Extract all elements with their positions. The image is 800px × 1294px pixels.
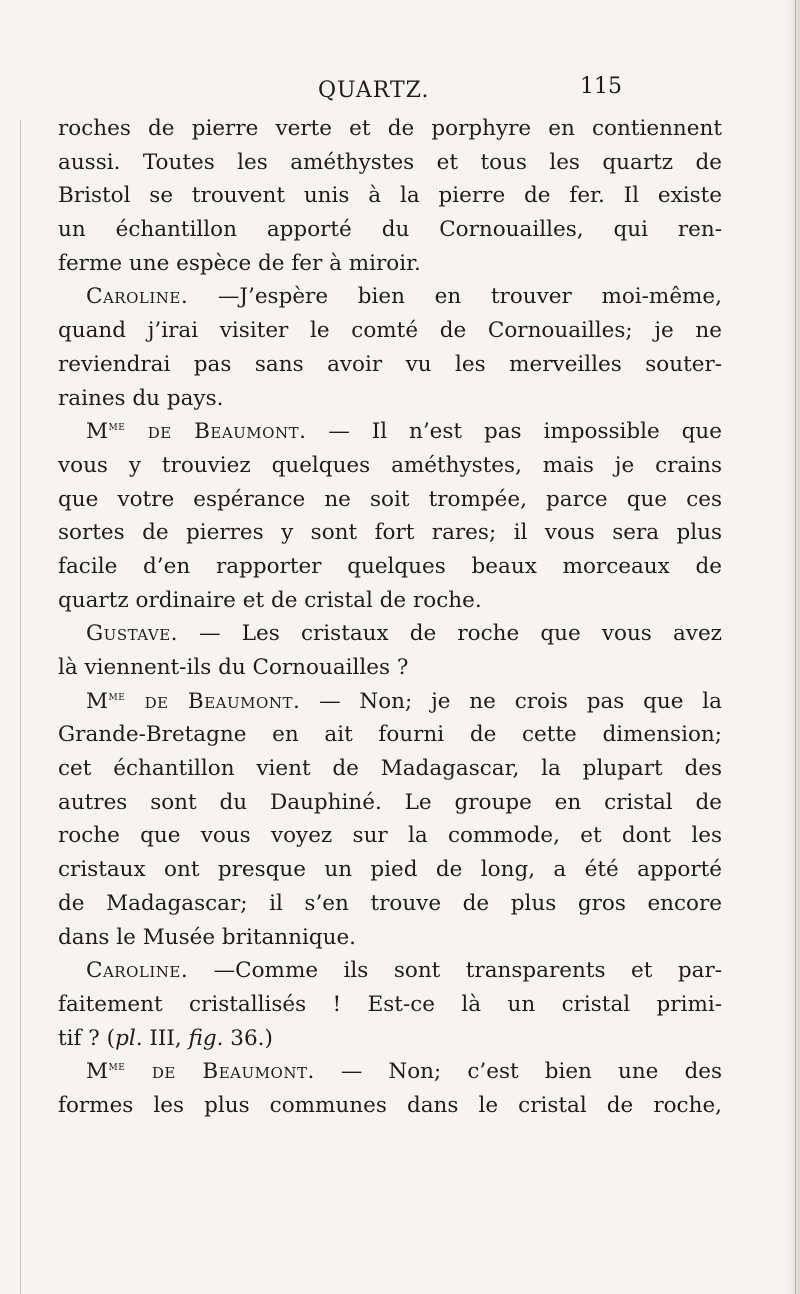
speaker-name: Caroline. [86, 958, 189, 984]
text-line [58, 853, 722, 887]
line-text: — Les cristaux de roche que vous avez [177, 621, 722, 647]
line-text: — Il n’est pas impossible que [306, 419, 722, 445]
text-line [58, 415, 722, 449]
speaker-name: M [86, 419, 109, 445]
text-line [58, 280, 722, 314]
page-edge [786, 0, 800, 1294]
line-text: vous y trouviez quelques améthystes, mais je crains [58, 452, 722, 478]
line-text: quartz ordinaire et de cristal de roche. [58, 587, 482, 613]
line-text: là viennent-ils du Cornouailles ? [58, 655, 409, 680]
speaker-name: M [86, 1059, 109, 1085]
text-line [58, 1089, 722, 1123]
line-text: —J’espère bien en trouver moi-même, [188, 284, 722, 310]
line-text: roche que vous voyez sur la commode, et dont les [58, 823, 722, 849]
speaker-superscript: me [108, 688, 126, 704]
line-text: Bristol se trouvent unis à la pierre de fer. Il existe [58, 183, 722, 209]
text-line [58, 179, 722, 213]
page-header [0, 72, 800, 106]
speaker-name: de Beaumont. [125, 688, 301, 714]
italic-text: pl. [115, 1025, 143, 1051]
text-line [58, 617, 722, 651]
page-number: 115 [580, 74, 622, 99]
text-line [58, 786, 722, 820]
line-text: autres sont du Dauphiné. Le groupe en cristal de [58, 789, 722, 815]
line-text: Grande-Bretagne en ait fourni de cette dimension; [58, 722, 722, 748]
text-line [58, 146, 722, 180]
speaker-name: de Beaumont. [125, 419, 307, 445]
line-text: de Madagascar; il s’en trouve de plus gros encore [58, 890, 722, 916]
text-line [58, 921, 722, 955]
text-line [58, 752, 722, 786]
line-text: — Non; c’est bien une des [314, 1059, 722, 1085]
text-line [58, 584, 722, 618]
line-text: — Non; je ne crois pas que la [300, 688, 722, 714]
text-line [58, 348, 722, 382]
line-text: sortes de pierres y sont fort rares; il vous sera plus [58, 520, 722, 546]
line-text: roches de pierre verte et de porphyre en contiennent [58, 116, 722, 141]
text-line [58, 887, 722, 921]
text-line [58, 382, 722, 416]
speaker-name: M [86, 688, 109, 714]
line-text: reviendrai pas sans avoir vu les merveilles souter- [58, 351, 722, 377]
speaker-superscript: me [108, 1059, 126, 1075]
text-line [58, 213, 722, 247]
speaker-name: Gustave. [86, 621, 178, 647]
running-title: QUARTZ. [318, 78, 430, 103]
page-gutter-line [20, 120, 21, 1294]
text-line [58, 685, 722, 719]
line-text: ferme une espèce de fer à miroir. [58, 250, 421, 276]
line-text: faitement cristallisés ! Est-ce là un cristal primi- [58, 991, 722, 1017]
text-line [58, 483, 722, 517]
line-text: facile d’en rapporter quelques beaux morceaux de [58, 553, 722, 579]
line-text: dans le Musée britannique. [58, 924, 357, 950]
line-text: que votre espérance ne soit trompée, parce que ces [58, 486, 722, 512]
text-line [58, 550, 722, 584]
text-line [58, 651, 722, 685]
line-text: formes les plus communes dans le cristal de roche, [58, 1092, 722, 1118]
line-text: tif ? ( [58, 1025, 116, 1051]
speaker-superscript: me [108, 419, 126, 435]
text-line [58, 449, 722, 483]
line-text: III, [142, 1025, 189, 1051]
line-text: raines du pays. [58, 385, 224, 411]
speaker-name: de Beaumont. [125, 1059, 315, 1085]
text-line [58, 988, 722, 1022]
text-line [58, 112, 722, 146]
text-line [58, 819, 722, 853]
line-text: 36.) [223, 1025, 273, 1051]
line-text: —Comme ils sont transparents et par- [188, 958, 722, 984]
speaker-name: Caroline. [86, 284, 189, 310]
line-text: un échantillon apporté du Cornouailles, qui ren- [58, 217, 722, 243]
line-text: aussi. Toutes les améthystes et tous les quartz de [58, 149, 722, 175]
text-line [58, 314, 722, 348]
italic-text: fig. [188, 1025, 224, 1051]
text-line [58, 516, 722, 550]
line-text: cristaux ont presque un pied de long, a été apporté [58, 857, 722, 883]
line-text: quand j’irai visiter le comté de Cornouailles; je ne [58, 318, 722, 344]
body-text [58, 112, 722, 1123]
text-line [58, 954, 722, 988]
text-line [58, 1055, 722, 1089]
line-text: cet échantillon vient de Madagascar, la plupart des [58, 756, 722, 782]
text-line [58, 718, 722, 752]
text-line [58, 1022, 722, 1056]
text-line [58, 247, 722, 281]
